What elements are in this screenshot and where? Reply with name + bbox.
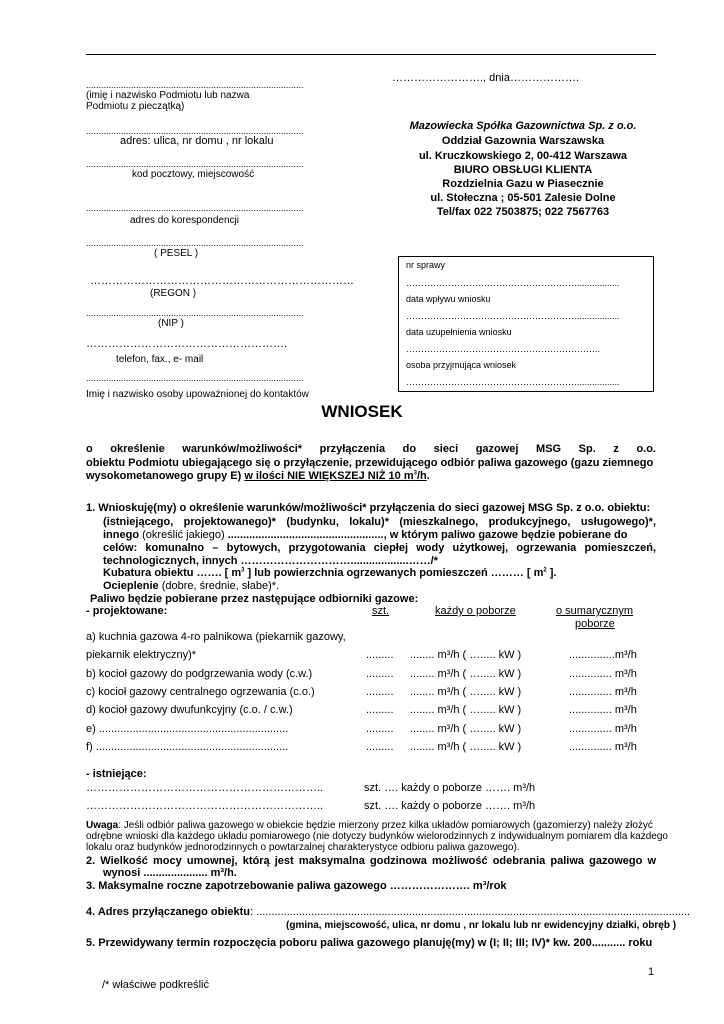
appliance-row-qty[interactable]: ......... [366, 686, 394, 698]
office-field-received[interactable]: …………………………………………………................. [406, 311, 620, 321]
existing-row-dots[interactable]: ……………………………………………………….. [86, 782, 324, 794]
table-header-total-2: poborze [575, 618, 615, 630]
company-street: ul. Kruczkowskiego 2, 00-412 Warszawa [418, 150, 628, 162]
office-field-receiver[interactable]: …………………………………………………................. [406, 377, 620, 387]
company-phone: Tel/fax 022 7503875; 022 7567763 [436, 206, 610, 218]
note-line-2: odrębne wnioski dla każdego układu pomiarowego (nie dotyczy budynków wielorodzinnych z indywidualnym pomiarem dla każdego [86, 831, 668, 842]
page-title: WNIOSEK [321, 402, 403, 421]
company-distribution-address: ul. Stołeczna ; 05-501 Zalesie Dolne [430, 192, 616, 204]
note-line-3: lokalu oraz budynków jednorodzinnych o powtarzalnej charakterystyce odbioru paliwa gazowego). [86, 842, 520, 853]
office-field-case-number[interactable]: …………………………………………………................. [406, 278, 620, 288]
existing-row-dots[interactable]: ……………………………………………………….. [86, 800, 324, 812]
appliance-row-qty[interactable]: ......... [366, 723, 394, 735]
item1-line-5: technologicznych, innych …………………………...................……/* [103, 555, 438, 567]
intro-line-3 [86, 470, 430, 482]
appliance-row-label: d) kocioł gazowy dwufunkcyjny (c.o. / c.w.) [86, 704, 293, 716]
field-dots[interactable]: ....................................................................................... [86, 373, 304, 383]
appliance-row-qty[interactable]: ......... [366, 704, 394, 716]
appliance-row-qty[interactable]: ......... [366, 741, 394, 753]
appliance-row-each[interactable]: ........ m³/h ( …..... kW ) [410, 723, 522, 735]
intro-limit-sup: 3 [413, 470, 417, 477]
field-label-name-2: Podmiotu z pieczątką) [86, 101, 185, 112]
office-label-case-number: nr sprawy [406, 260, 446, 270]
appliance-row-qty[interactable]: ......... [366, 649, 394, 661]
insulation-label: Ocieplenie [103, 580, 159, 592]
field-dots[interactable]: ....................................................................................... [86, 126, 304, 136]
note-label: Uwaga [86, 820, 119, 831]
company-distribution: Rozdzielnia Gazu w Piasecznie [442, 178, 604, 190]
appliance-row-each[interactable]: ........ m³/h ( …..... kW ) [410, 649, 522, 661]
company-name: Mazowiecka Spółka Gazownictwa Sp. z o.o. [409, 120, 637, 132]
field-label-name: (imię i nazwisko Podmiotu lub nazwa [86, 90, 250, 101]
office-label-receiver: osoba przyjmująca wniosek [406, 360, 517, 370]
table-header-qty: szt. [372, 605, 390, 617]
field-label-postal: kod pocztowy, miejscowość [132, 169, 255, 180]
item1-area: ] lub powierzchnia ogrzewanych pomieszczeń ……… [ m [244, 567, 544, 579]
item1-line-8: Paliwo będzie pobierane przez następujące odbiorniki gazowe: [90, 593, 419, 605]
field-label-regon: (REGON ) [150, 288, 197, 299]
intro-line-1: o określenie warunków/możliwości* przyłączenia do sieci gazowej MSG Sp. z o.o. [86, 443, 656, 455]
field-label-pesel: ( PESEL ) [154, 248, 199, 259]
appliance-row-qty[interactable]: ......... [366, 668, 394, 680]
item4-line-2: (gmina, miejscowość, ulica, nr domu , nr lokalu lub nr ewidencyjny działki, obręb ) [286, 920, 677, 931]
appliance-row-label: c) kocioł gazowy centralnego ogrzewania (c.o.) [86, 686, 315, 698]
item5: 5. Przewidywany termin rozpoczęcia poboru paliwa gazowego planuję(my) w (I; II; III; IV)* kw. 200........... roku [86, 937, 653, 949]
note-line-1 [86, 820, 653, 831]
appliance-row-label: b) kocioł gazowy do podgrzewania wody (c.w.) [86, 668, 313, 680]
appliance-row-total[interactable]: .............. m³/h [569, 723, 637, 735]
intro-limit-text: w ilości NIE WIĘKSZEJ NIŻ 10 m [244, 470, 414, 482]
intro-line-3d: . [426, 470, 430, 482]
page-number: 1 [648, 966, 655, 978]
office-use-box [398, 256, 654, 392]
appliance-row-label-2: piekarnik elektryczny)* [86, 649, 197, 661]
item1-line-7 [103, 580, 279, 592]
field-label-contact: telefon, fax., e- mail [116, 354, 204, 365]
item1-line-3c: ..................................................., w którym paliwo gazowe będzie pobierane do [227, 529, 628, 541]
intro-limit-unit: /h [416, 470, 427, 482]
appliance-row-label[interactable]: e) .............................................................. [86, 723, 289, 735]
item4-dots[interactable]: : .............................................................................................................................................. [250, 906, 691, 918]
intro-line-3a: wysokometanowego grupy E) [86, 470, 242, 482]
top-rule [86, 54, 656, 55]
appliance-row-label[interactable]: f) ............................................................... [86, 741, 289, 753]
intro-line-2: obiektu Podmiotu ubiegającego się o przyłączenie, przewidującego odbiór paliwa gazowego (gazu ziemnego [86, 457, 654, 469]
field-dots[interactable]: ………………………………………………. [86, 338, 288, 350]
appliance-row-each[interactable]: ........ m³/h ( …..... kW ) [410, 686, 522, 698]
office-label-received: data wpływu wniosku [406, 294, 491, 304]
office-label-completed: data uzupełnienia wniosku [406, 327, 512, 337]
item1-area-sup: 2 [543, 567, 547, 574]
appliance-row-total[interactable]: .............. m³/h [569, 668, 637, 680]
item4-line-1 [86, 906, 690, 918]
field-label-nip: (NIP ) [158, 318, 184, 329]
field-dots[interactable]: ....................................................................................... [86, 203, 304, 213]
field-dots[interactable]: ....................................................................................... [86, 159, 304, 169]
appliance-row-total[interactable]: .............. m³/h [569, 741, 637, 753]
appliance-row-each[interactable]: ........ m³/h ( …..... kW ) [410, 704, 522, 716]
intro-limit [244, 470, 426, 482]
item1-line-6 [103, 567, 556, 579]
existing-row-text[interactable]: szt. …. każdy o poborze ……. m³/h [364, 800, 536, 812]
item1-line-3a: innego [103, 529, 140, 541]
appliance-row-total[interactable]: .............. m³/h [569, 686, 637, 698]
field-dots[interactable]: ……………………………………………………………… [90, 275, 354, 287]
item1-cubature-sup: 3 [241, 567, 245, 574]
item2-line-1: 2. Wielkość mocy umownej, którą jest maksymalna godzinowa możliwość odebrania paliwa gazowego w [86, 855, 656, 867]
field-dots[interactable]: ....................................................................................... [86, 80, 304, 90]
item2-line-2: wynosi ..................... m³/h. [103, 867, 237, 879]
insulation-options: (dobre, średnie, słabe)*. [158, 580, 280, 592]
appliance-row-label: a) kuchnia gazowa 4-ro palnikowa (piekarnik gazowy, [86, 631, 346, 643]
table-header-each: każdy o poborze [435, 605, 516, 617]
existing-row-text[interactable]: szt. …. każdy o poborze ……. m³/h [364, 782, 536, 794]
appliance-row-total[interactable]: ...............m³/h [569, 649, 637, 661]
note-text-1: : Jeśli odbiór paliwa gazowego w obiekcie będzie mierzony przez kilka układów pomiarowych (gazomierzy) należy złożyć [118, 820, 653, 831]
item1-line-3 [103, 529, 627, 541]
item1-cubature: Kubatura obiektu ……. [ m [103, 567, 242, 579]
table-header-total: o sumarycznym [556, 605, 634, 617]
item1-line-1: 1. Wnioskuję(my) o określenie warunków/możliwości* przyłączenia do sieci gazowej MSG Sp. z o.o. obiektu: [86, 502, 651, 514]
field-dots[interactable]: ....................................................................................... [86, 238, 304, 248]
company-office: BIURO OBSŁUGI KLIENTA [453, 164, 593, 176]
existing-label: - istniejące: [86, 768, 147, 780]
appliance-row-each[interactable]: ........ m³/h ( …..... kW ) [410, 668, 522, 680]
company-branch: Oddział Gazownia Warszawska [441, 135, 605, 147]
item4-label: 4. Adres przyłączanego obiektu [86, 906, 251, 918]
field-label-correspondence: adres do korespondencji [130, 215, 239, 226]
date-line: ……………………., dnia………………. [392, 72, 580, 84]
table-header-planned: - projektowane: [86, 605, 168, 617]
field-label-authorized: Imię i nazwisko osoby upoważnionej do kontaktów [86, 389, 309, 400]
footnote: /* właściwe podkreślić [102, 979, 209, 991]
item1-line-2: (istniejącego, projektowanego)* (budynku, lokalu)* (mieszkalnego, produkcyjnego, usługowego)*, [103, 516, 656, 528]
field-label-address: adres: ulica, nr domu , nr lokalu [120, 135, 274, 147]
item1-line-4: celów: komunalno – bytowych, przygotowania ciepłej wody użytkowej, ogrzewania pomieszczeń, [103, 542, 656, 554]
office-field-completed[interactable]: ……………………………………………………….. [406, 344, 601, 354]
item1-line-3b: (określić jakiego) [142, 529, 225, 541]
appliance-row-each[interactable]: ........ m³/h ( …..... kW ) [410, 741, 522, 753]
item1-area-end: ]. [546, 567, 557, 579]
field-dots[interactable]: ....................................................................................... [86, 308, 304, 318]
item3: 3. Maksymalne roczne zapotrzebowanie paliwa gazowego …………………. m³/rok [86, 880, 507, 892]
appliance-row-total[interactable]: .............. m³/h [569, 704, 637, 716]
